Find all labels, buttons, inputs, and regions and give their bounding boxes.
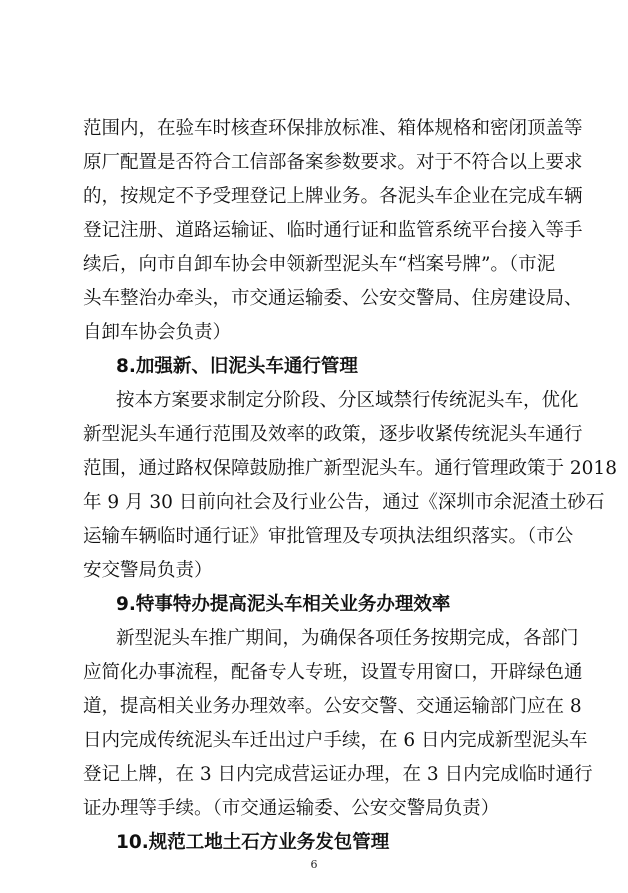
text-line: 新型泥头车推广期间，为确保各项任务按期完成，各部门 bbox=[116, 628, 579, 649]
text-line: 年 9 月 30 日前向社会及行业公告，通过《深圳市余泥渣土砂石 bbox=[83, 492, 605, 513]
text-line: 安交警局负责） bbox=[83, 560, 213, 581]
text-line: 道，提高相关业务办理效率。公安交警、交通运输部门应在 8 bbox=[83, 696, 582, 717]
text-line: 的，按规定不予受理登记上牌业务。各泥头车企业在完成车辆 bbox=[83, 186, 583, 207]
text-line: 自卸车协会负责） bbox=[83, 322, 232, 343]
section-heading-9: 9.特事特办提高泥头车相关业务办理效率 bbox=[116, 594, 451, 615]
text-line: 按本方案要求制定分阶段、分区域禁行传统泥头车，优化 bbox=[116, 390, 579, 411]
text-line: 运输车辆临时通行证》审批管理及专项执法组织落实。（市公 bbox=[83, 526, 574, 547]
text-line: 应简化办事流程，配备专人专班，设置专用窗口，开辟绿色通 bbox=[83, 662, 583, 683]
text-line: 新型泥头车通行范围及效率的政策，逐步收紧传统泥头车通行 bbox=[83, 424, 583, 445]
text-line: 日内完成传统泥头车迁出过户手续，在 6 日内完成新型泥头车 bbox=[83, 730, 588, 751]
section-heading-8: 8.加强新、旧泥头车通行管理 bbox=[116, 356, 358, 377]
section-heading-10: 10.规范工地土石方业务发包管理 bbox=[116, 832, 390, 853]
page-number: 6 bbox=[310, 858, 318, 871]
text-line: 证办理等手续。（市交通运输委、公安交警局负责） bbox=[83, 798, 500, 819]
text-line: 范围内，在验车时核查环保排放标准、箱体规格和密闭顶盖等 bbox=[83, 118, 583, 139]
text-line: 登记上牌，在 3 日内完成营运证办理，在 3 日内完成临时通行 bbox=[83, 764, 593, 785]
text-line: 登记注册、道路运输证、临时通行证和监管系统平台接入等手 bbox=[83, 220, 583, 241]
text-line: 原厂配置是否符合工信部备案参数要求。对于不符合以上要求 bbox=[83, 152, 583, 173]
text-line: 头车整治办牵头，市交通运输委、公安交警局、住房建设局、 bbox=[83, 288, 583, 309]
text-line: 范围，通过路权保障鼓励推广新型泥头车。通行管理政策于 2018 bbox=[83, 458, 617, 479]
text-line: 续后，向市自卸车协会申领新型泥头车“档案号牌”。（市泥 bbox=[83, 254, 556, 275]
